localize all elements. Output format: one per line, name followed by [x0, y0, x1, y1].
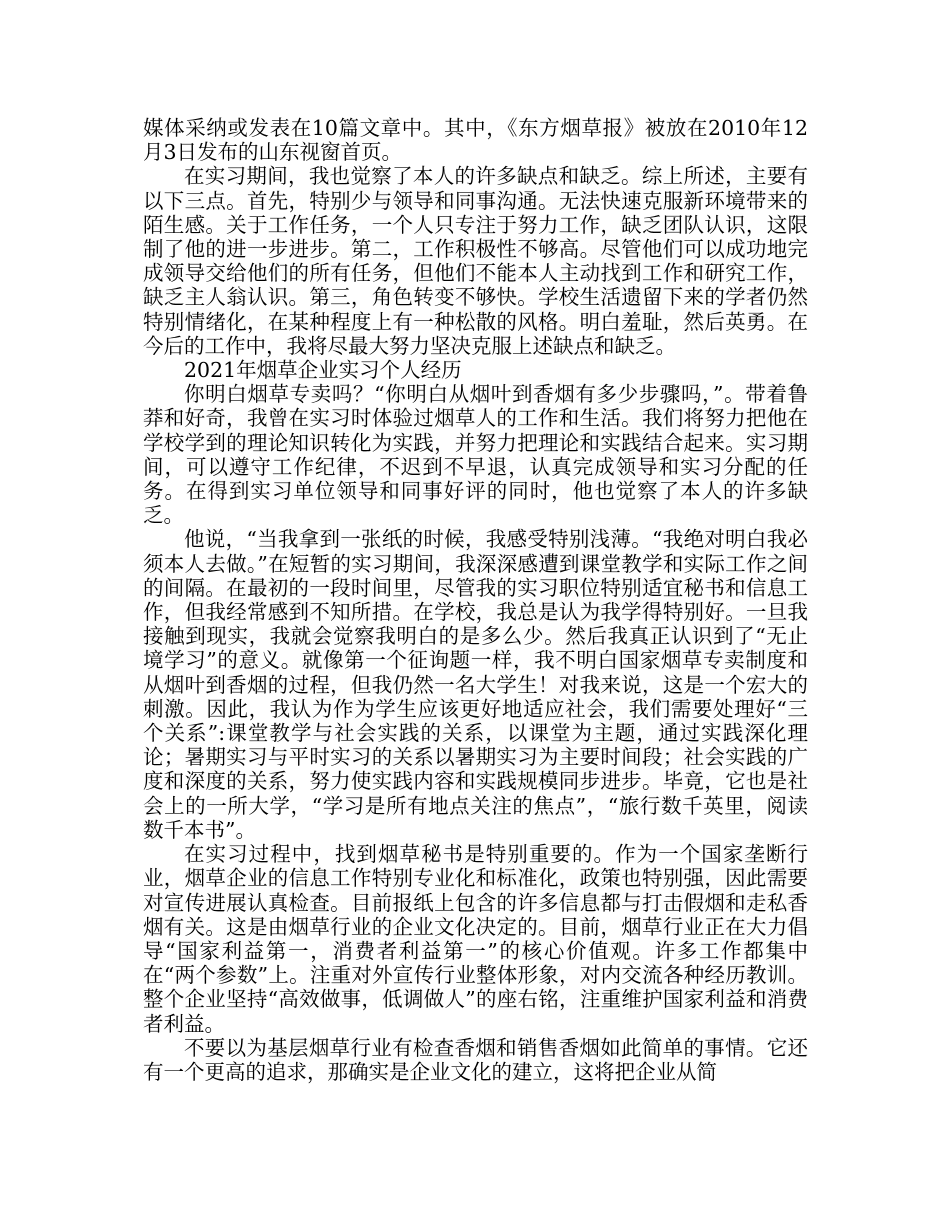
section-heading: 2021年烟草企业实习个人经历: [184, 358, 462, 383]
paragraph-intro: 你明白烟草专卖吗？“你明白从烟叶到香烟有多少步骤吗，”。带着鲁莽和好奇，我曾在实习时体验过烟草人的工作和生活。我们将努力把他在学校学到的理论知识转化为实践，并努力把理论和实践结合起来。实习期间，可以遵守工作纪律，不迟到不早退，认真完成领导和实习分配的任务。在得到实习单位领导和同事好评的同时，他也觉察了本人的许多缺乏。: [143, 382, 808, 528]
paragraph-corporate-culture: 不要以为基层烟草行业有检查香烟和销售香烟如此简单的事情。它还有一个更高的追求，那确实是企业文化的建立，这将把企业从简: [143, 1035, 808, 1084]
document-body: [143, 116, 808, 1084]
paragraph-continuation: 媒体采纳或发表在10篇文章中。其中，《东方烟草报》被放在2010年12月3日发布的山东视窗首页。: [143, 116, 808, 165]
paragraph-reflection: 他说，“当我拿到一张纸的时候，我感受特别浅薄。“我绝对明白我必须本人去做。”在短暂的实习期间，我深深感遭到课堂教学和实际工作之间的间隔。在最初的一段时间里，尽管我的实习职位特别适宜秘书和信息工作，但我经常感到不知所措。在学校，我总是认为我学得特别好。一旦我接触到现实，我就会觉察我明白的是多么少。然后我真正认识到了“无止境学习”的意义。就像第一个征询题一样，我不明白国家烟草专卖制度和从烟叶到香烟的过程，但我仍然一名大学生！对我来说，这是一个宏大的刺激。因此，我认为作为学生应该更好地适应社会，我们需要处理好“三个关系”:课堂教学与社会实践的关系，以课堂为主题，通过实践深化理论；暑期实习与平时实习的关系以暑期实习为主要时间段；社会实践的广度和深度的关系，努力使实践内容和实践规模同步进步。毕竟，它也是社会上的一所大学，“学习是所有地点关注的焦点”，“旅行数千英里，阅读数千本书”。: [143, 527, 808, 842]
paragraph-shortcomings: 在实习期间，我也觉察了本人的许多缺点和缺乏。综上所述，主要有以下三点。首先，特别少与领导和同事沟通。无法快速克服新环境带来的陌生感。关于工作任务，一个人只专注于努力工作，缺乏团队认识，这限制了他的进一步进步。第二，工作积极性不够高。尽管他们可以成功地完成领导交给他们的所有任务，但他们不能本人主动找到工作和研究工作，缺乏主人翁认识。第三，角色转变不够快。学校生活遗留下来的学者仍然特别情绪化，在某种程度上有一种松散的风格。明白羞耻，然后英勇。在今后的工作中，我将尽最大努力坚决克服上述缺点和缺乏。: [143, 164, 808, 358]
paragraph-secretary-work: 在实习过程中，找到烟草秘书是特别重要的。作为一个国家垄断行业，烟草企业的信息工作特别专业化和标准化，政策也特别强，因此需要对宣传进展认真检查。目前报纸上包含的许多信息都与打击假烟和走私香烟有关。这是由烟草行业的企业文化决定的。目前，烟草行业正在大力倡导“国家利益第一，消费者利益第一”的核心价值观。许多工作都集中在“两个参数”上。注重对外宣传行业整体形象，对内交流各种经历教训。整个企业坚持“高效做事，低调做人”的座右铭，注重维护国家利益和消费者利益。: [143, 842, 808, 1036]
